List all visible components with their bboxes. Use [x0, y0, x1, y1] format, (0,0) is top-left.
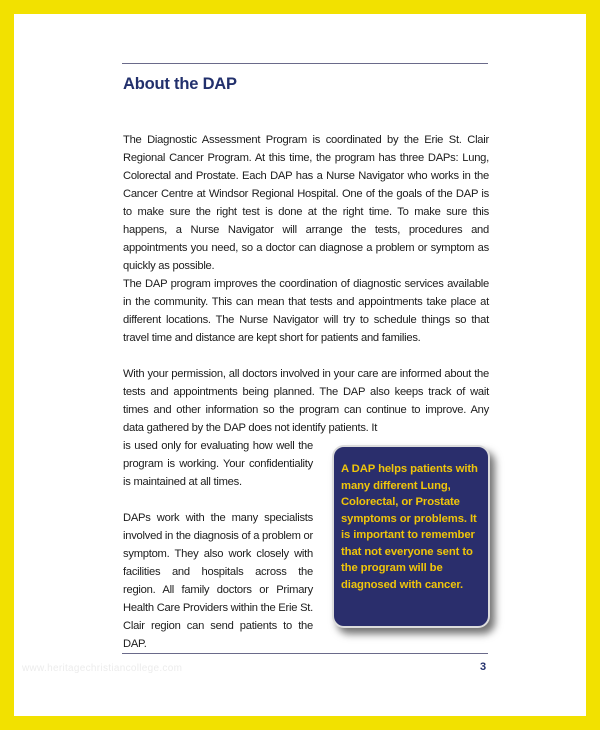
- paragraph-3-continued: is used only for evaluating how well the program is working. Your confidentiality is maintained at all times.: [123, 440, 313, 488]
- paragraph-1: The Diagnostic Assessment Program is coordinated by the Erie St. Clair Regional Cancer Program. At this time, the program has three DAPs: Lung, Colorectal and Prostate. Each DAP has a Nurse Navigator who works in the Cancer Centre at Windsor Regional Hospital. One of the goals of the DAP is to make sure the right test is done at the right time. To make sure this happens, a Nurse Navigator will arrange the tests, procedures and appointments you need, so a doctor can diagnose a problem or symptom as quickly as possible.: [123, 134, 489, 272]
- bottom-rule: [122, 653, 488, 654]
- page-title: About the DAP: [123, 75, 237, 93]
- paragraph-3: With your permission, all doctors involved in your care are informed about the tests and appointments being planned. The DAP also keeps track of wait times and other information so the program can continue to improve. Any data gathered by the DAP does not identify patients. It: [123, 368, 489, 434]
- top-rule: [122, 63, 488, 64]
- paragraph-4: DAPs work with the many specialists involved in the diagnosis of a problem or symptom. They also work closely with facilities and hospitals across the region. All family doctors or Primary Health Care Providers within the Erie St. Clair region can send patients to the DAP.: [123, 512, 313, 650]
- watermark: www.heritagechristiancollege.com: [22, 663, 183, 674]
- page-number: 3: [480, 661, 487, 673]
- callout-text: A DAP helps patients with many different Lung, Colorectal, or Prostate symptoms or problems. It is important to remember that not everyone sent to the program will be diagnosed with cancer.: [341, 463, 478, 591]
- paragraph-2: The DAP program improves the coordination of diagnostic services available in the community. This can mean that tests and appointments take place at different locations. The Nurse Navigator will try to schedule things so that travel time and distance are kept short for patients and families.: [123, 278, 489, 344]
- document-page: [14, 14, 586, 716]
- callout-box: [332, 445, 490, 628]
